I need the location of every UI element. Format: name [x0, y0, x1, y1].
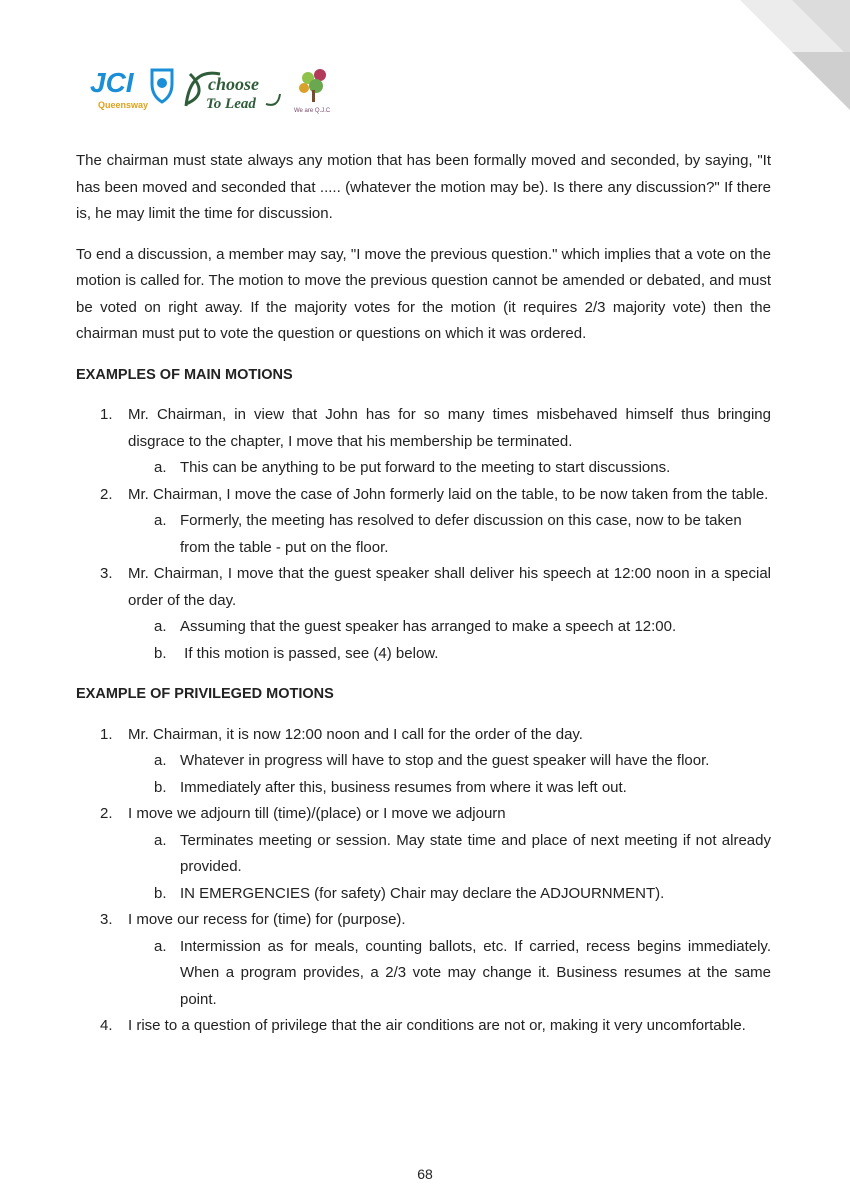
paragraph-motion-statement: The chairman must state always any motion that has been formally moved and seconded, by saying, "It has been moved and seconded that ..... (whatever the motion may be). Is there any discussion?" If there is, he may limit the time for discussion.: [76, 152, 771, 222]
list-item: 1. Mr. Chairman, in view that John has for so many times misbehaved himself thus bringing disgrace to the chapter, I move that his membership be terminated. a. This can be anything to be put forward to the meeting to start discussions.: [76, 402, 771, 482]
paragraph-end-discussion: To end a discussion, a member may say, "I move the previous question." which implies that a vote on the motion is called for. The motion to move the previous question cannot be amended or debated, and must be voted on right away. If the majority votes for the motion (it requires 2/3 majority vote) then the chairman must put to vote the question or questions on which it was ordered.: [76, 245, 771, 342]
sub-list: [128, 748, 771, 801]
tree-logo: [294, 69, 331, 114]
header-logos: [90, 64, 340, 114]
svg-text:We are Q.J.C: We are Q.J.C: [294, 108, 331, 114]
sub-list: [128, 614, 771, 667]
sub-list: [128, 508, 771, 561]
sub-list-item: a. Assuming that the guest speaker has arranged to make a speech at 12:00.: [154, 618, 677, 635]
sub-list-item: a. This can be anything to be put forward to the meeting to start discussions.: [154, 459, 671, 476]
jci-logo: [90, 67, 172, 110]
choose-to-lead-logo: [186, 73, 280, 112]
list-item: 4. I rise to a question of privilege that the air conditions are not or, making it very uncomfortable.: [100, 1017, 746, 1034]
sub-list-item: a. Formerly, the meeting has resolved to defer discussion on this case, now to be taken from the table - put on the floor.: [154, 512, 742, 556]
main-motions-list: [76, 402, 771, 667]
sub-list-item: a. Intermission as for meals, counting ballots, etc. If carried, recess begins immediately. When a program provides, a 2/3 vote may change it. Business resumes at the same point.: [154, 937, 771, 1008]
sub-list-item: b. Immediately after this, business resumes from where it was left out.: [154, 778, 627, 796]
privileged-motions-list: [76, 722, 771, 1040]
list-item: 3. I move our recess for (time) for (purpose). a. Intermission as for meals, counting ballots, etc. If carried, recess begins immediately. When a program provides, a 2/3 vote may change it. Business resumes at the same point.: [76, 907, 771, 1013]
sub-list: [128, 455, 771, 482]
svg-text:Queensway: Queensway: [98, 100, 149, 110]
list-item: 3. Mr. Chairman, I move that the guest speaker shall deliver his speech at 12:00 noon in a special order of the day. a. Assuming that the guest speaker has arranged to make a speech at 12:00. b. If this motion is passed, see (4) below.: [76, 561, 771, 667]
list-item: 2. I move we adjourn till (time)/(place) or I move we adjourn a. Terminates meeting or session. May state time and place of next meeting if not already provided. b. IN EMERGENCIES (for safety) Chair may declare the ADJOURNMENT).: [76, 801, 771, 907]
sub-list: [128, 828, 771, 908]
heading-privileged-motions: EXAMPLE OF PRIVILEGED MOTIONS: [76, 686, 334, 702]
sub-list-item: b. If this motion is passed, see (4) below.: [154, 644, 439, 662]
page-number: 68: [417, 1166, 433, 1182]
sub-list-item: a. Whatever in progress will have to stop and the guest speaker will have the floor.: [154, 752, 710, 769]
document-body: [76, 148, 771, 1054]
list-item: 2. Mr. Chairman, I move the case of John formerly laid on the table, to be now taken from the table. a. Formerly, the meeting has resolved to defer discussion on this case, now to be taken from the table - put on the floor.: [76, 482, 771, 562]
heading-main-motions: EXAMPLES OF MAIN MOTIONS: [76, 366, 293, 383]
sub-list-item: a. Terminates meeting or session. May state time and place of next meeting if not already provided.: [154, 831, 771, 875]
list-item: 1. Mr. Chairman, it is now 12:00 noon and I call for the order of the day. a. Whatever in progress will have to stop and the guest speaker will have the floor. b. Immediately after this, business resumes from where it was left out.: [76, 722, 771, 802]
svg-text:choose: choose: [208, 74, 259, 94]
svg-text:To Lead: To Lead: [206, 96, 256, 112]
sub-list-item: b. IN EMERGENCIES (for safety) Chair may declare the ADJOURNMENT).: [154, 884, 665, 902]
sub-list: [128, 934, 771, 1014]
page-corner-decoration: [740, 0, 850, 110]
svg-text:JCI: JCI: [90, 67, 134, 98]
